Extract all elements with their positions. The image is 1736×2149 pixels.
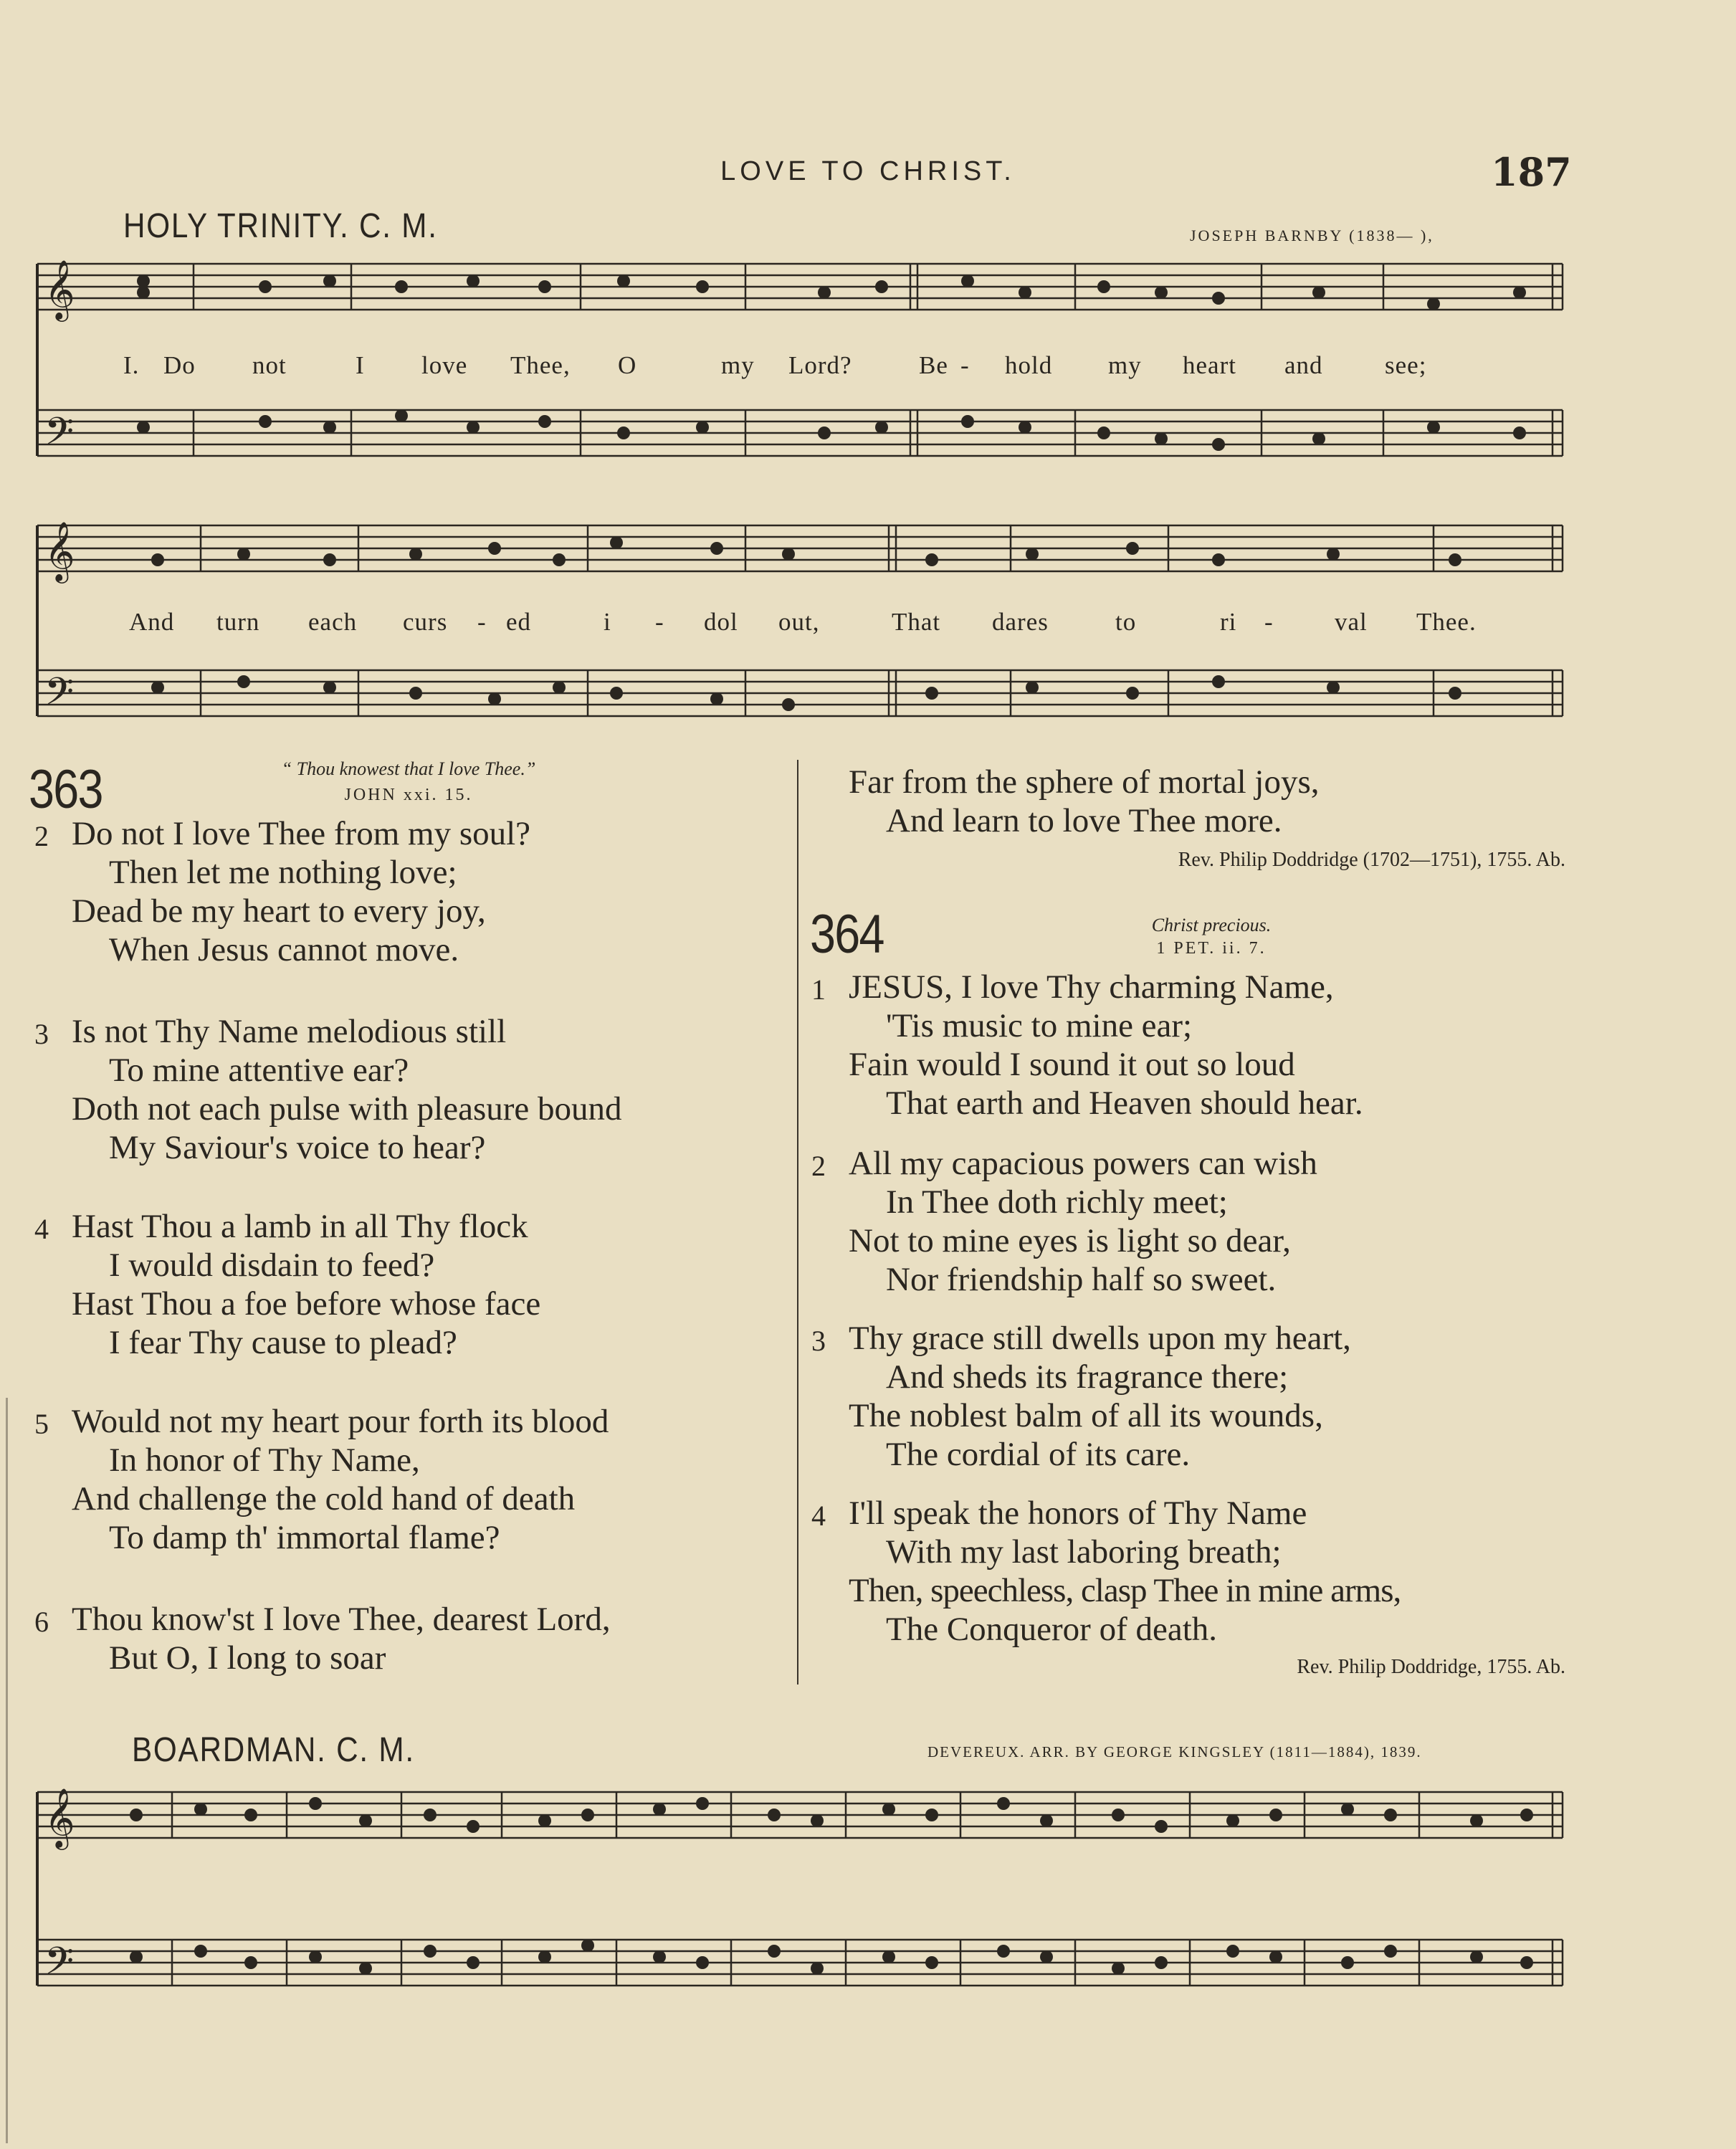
svg-text:𝄞: 𝄞 — [44, 259, 75, 319]
lyric-syllable: see; — [1385, 351, 1427, 379]
hymn-363-stanza-6 — [34, 1600, 611, 1677]
lyric-syllable: Be — [919, 351, 948, 379]
stanza-number: 3 — [811, 1325, 826, 1357]
lyric-syllable: - — [477, 608, 487, 636]
lyric-syllable: ri — [1220, 608, 1237, 636]
stanza-number: 2 — [811, 1150, 826, 1182]
lyric-syllable: - — [960, 351, 970, 379]
composer-barnby: JOSEPH BARNBY (1838— ), — [1190, 227, 1434, 244]
verse-line: Hast Thou a lamb in all Thy flock — [72, 1208, 528, 1245]
lyric-syllable: That — [892, 608, 941, 636]
stanza-number: 1 — [811, 973, 826, 1006]
lyric-syllable: to — [1115, 608, 1137, 636]
hymn-364-stanza-2 — [811, 1144, 1317, 1299]
verse-line: Fain would I sound it out so loud — [849, 1046, 1295, 1083]
svg-text:𝄢: 𝄢 — [44, 410, 75, 463]
lyric-syllable: val — [1335, 608, 1368, 636]
lyric-syllable: turn — [216, 608, 260, 636]
verse-line: Is not Thy Name melodious still — [72, 1013, 507, 1050]
lyric-syllable: out, — [778, 608, 820, 636]
verse-line: JESUS, I love Thy charming Name, — [849, 968, 1334, 1006]
hymn-364-stanza-1 — [811, 968, 1363, 1123]
lyric-syllable: I. — [123, 351, 140, 379]
verse-line: I fear Thy cause to plead? — [109, 1324, 457, 1361]
staff-system-3-svg — [29, 1771, 1570, 2007]
music-system-3 — [29, 1771, 1570, 2007]
page-edge-mark — [6, 1398, 8, 2143]
hymn-364-attribution: Rev. Philip Doddridge, 1755. Ab. — [1297, 1656, 1565, 1678]
verse-line: And challenge the cold hand of death — [72, 1480, 576, 1517]
verse-line: Doth not each pulse with pleasure bound — [72, 1090, 622, 1128]
hymn-363-reference: JOHN xxi. 15. — [344, 786, 473, 804]
hymn-363-stanza-6-continued — [849, 763, 1320, 840]
verse-line: I would disdain to feed? — [109, 1247, 435, 1284]
lyric-syllable: Lord? — [788, 351, 852, 379]
svg-text:𝄞: 𝄞 — [44, 1787, 75, 1847]
verse-line: Do not I love Thee from my soul? — [72, 815, 531, 852]
lyrics-line-1 — [0, 351, 1736, 383]
lyric-syllable: Thee, — [510, 351, 571, 379]
lyric-syllable: not — [252, 351, 287, 379]
lyric-syllable: - — [655, 608, 664, 636]
hymn-number-364: 364 — [810, 904, 884, 965]
verse-line: And sheds its fragrance there; — [886, 1358, 1289, 1396]
lyric-syllable: ed — [506, 608, 532, 636]
verse-line: All my capacious powers can wish — [849, 1145, 1317, 1182]
stanza-number: 5 — [34, 1408, 49, 1440]
lyric-syllable: heart — [1183, 351, 1236, 379]
stanza-number: 6 — [34, 1606, 49, 1638]
stanza-number: 4 — [34, 1213, 49, 1245]
lyric-syllable: dares — [992, 608, 1049, 636]
verse-line: To damp th' immortal flame? — [109, 1519, 500, 1556]
lyrics-line-2 — [0, 608, 1736, 639]
verse-line: Dead be my heart to every joy, — [72, 892, 486, 930]
verse-line: My Saviour's voice to hear? — [109, 1129, 486, 1166]
page-number: 187 — [1491, 149, 1572, 195]
verse-line: When Jesus cannot move. — [109, 931, 459, 968]
svg-text:𝄢: 𝄢 — [44, 1940, 75, 1993]
column-divider — [797, 760, 798, 1685]
lyric-syllable: love — [421, 351, 468, 379]
hymn-363-stanza-3 — [34, 1012, 622, 1167]
verse-line: Far from the sphere of mortal joys, — [849, 763, 1320, 801]
verse-line: I'll speak the honors of Thy Name — [849, 1495, 1307, 1532]
hymn-363-attribution: Rev. Philip Doddridge (1702—1751), 1755. Ab. — [1178, 849, 1565, 871]
lyric-syllable: i — [604, 608, 611, 636]
verse-line: Thy grace still dwells upon my heart, — [849, 1320, 1351, 1357]
verse-line: To mine attentive ear? — [109, 1052, 409, 1089]
tune-name-holy-trinity: HOLY TRINITY. C. M. — [123, 207, 438, 245]
lyric-syllable: each — [308, 608, 358, 636]
hymn-364-stanza-4 — [811, 1494, 1401, 1649]
verse-line: The cordial of its care. — [886, 1436, 1191, 1473]
verse-line: Would not my heart pour forth its blood — [72, 1403, 609, 1440]
verse-line: Thou know'st I love Thee, dearest Lord, — [72, 1601, 611, 1638]
lyric-syllable: Do — [163, 351, 196, 379]
running-head: LOVE TO CHRIST. — [720, 156, 1016, 186]
verse-line: That earth and Heaven should hear. — [886, 1085, 1363, 1122]
svg-text:𝄢: 𝄢 — [44, 670, 75, 723]
hymn-number-363: 363 — [29, 759, 102, 820]
verse-line: Then let me nothing love; — [109, 854, 457, 891]
lyric-syllable: and — [1284, 351, 1323, 379]
hymn-363-epigraph: “ Thou knowest that I love Thee.” — [281, 758, 536, 779]
lyric-syllable: Thee. — [1416, 608, 1477, 636]
lyric-syllable: hold — [1005, 351, 1053, 379]
hymn-364-epigraph: Christ precious. — [1151, 915, 1272, 935]
lyric-syllable: - — [1264, 608, 1274, 636]
verse-line: In Thee doth richly meet; — [886, 1183, 1228, 1221]
tune-name-boardman: BOARDMAN. C. M. — [132, 1731, 415, 1769]
hymn-364-stanza-3 — [811, 1319, 1351, 1474]
lyric-syllable: dol — [704, 608, 738, 636]
stanza-number: 3 — [34, 1018, 49, 1050]
verse-line: Nor friendship half so sweet. — [886, 1261, 1277, 1298]
lyric-syllable: my — [721, 351, 755, 379]
hymn-363-stanza-4 — [34, 1207, 541, 1362]
lyric-syllable: curs — [403, 608, 448, 636]
verse-line: Not to mine eyes is light so dear, — [849, 1222, 1291, 1259]
lyric-syllable: my — [1108, 351, 1142, 379]
lyric-syllable: O — [618, 351, 637, 379]
verse-line: 'Tis music to mine ear; — [886, 1007, 1193, 1044]
hymn-363-stanza-5 — [34, 1402, 609, 1557]
verse-line: Hast Thou a foe before whose face — [72, 1285, 541, 1323]
lyric-syllable: And — [129, 608, 175, 636]
verse-line: With my last laboring breath; — [886, 1533, 1282, 1571]
hymn-364-reference: 1 PET. ii. 7. — [1156, 939, 1267, 958]
hymn-363-stanza-2 — [34, 814, 531, 969]
stanza-number: 2 — [34, 820, 49, 852]
verse-line: In honor of Thy Name, — [109, 1442, 420, 1479]
svg-text:𝄞: 𝄞 — [44, 520, 75, 581]
stanza-number: 4 — [811, 1500, 826, 1532]
lyric-syllable: I — [356, 351, 365, 379]
verse-line: The Conqueror of death. — [886, 1611, 1218, 1648]
verse-line: And learn to love Thee more. — [886, 802, 1282, 839]
verse-line: The noblest balm of all its wounds, — [849, 1397, 1323, 1434]
verse-line: But O, I long to soar — [109, 1639, 386, 1677]
verse-line: Then, speechless, clasp Thee in mine arms, — [849, 1572, 1401, 1609]
composer-kingsley: DEVEREUX. ARR. BY GEORGE KINGSLEY (1811—1884), 1839. — [927, 1743, 1422, 1760]
